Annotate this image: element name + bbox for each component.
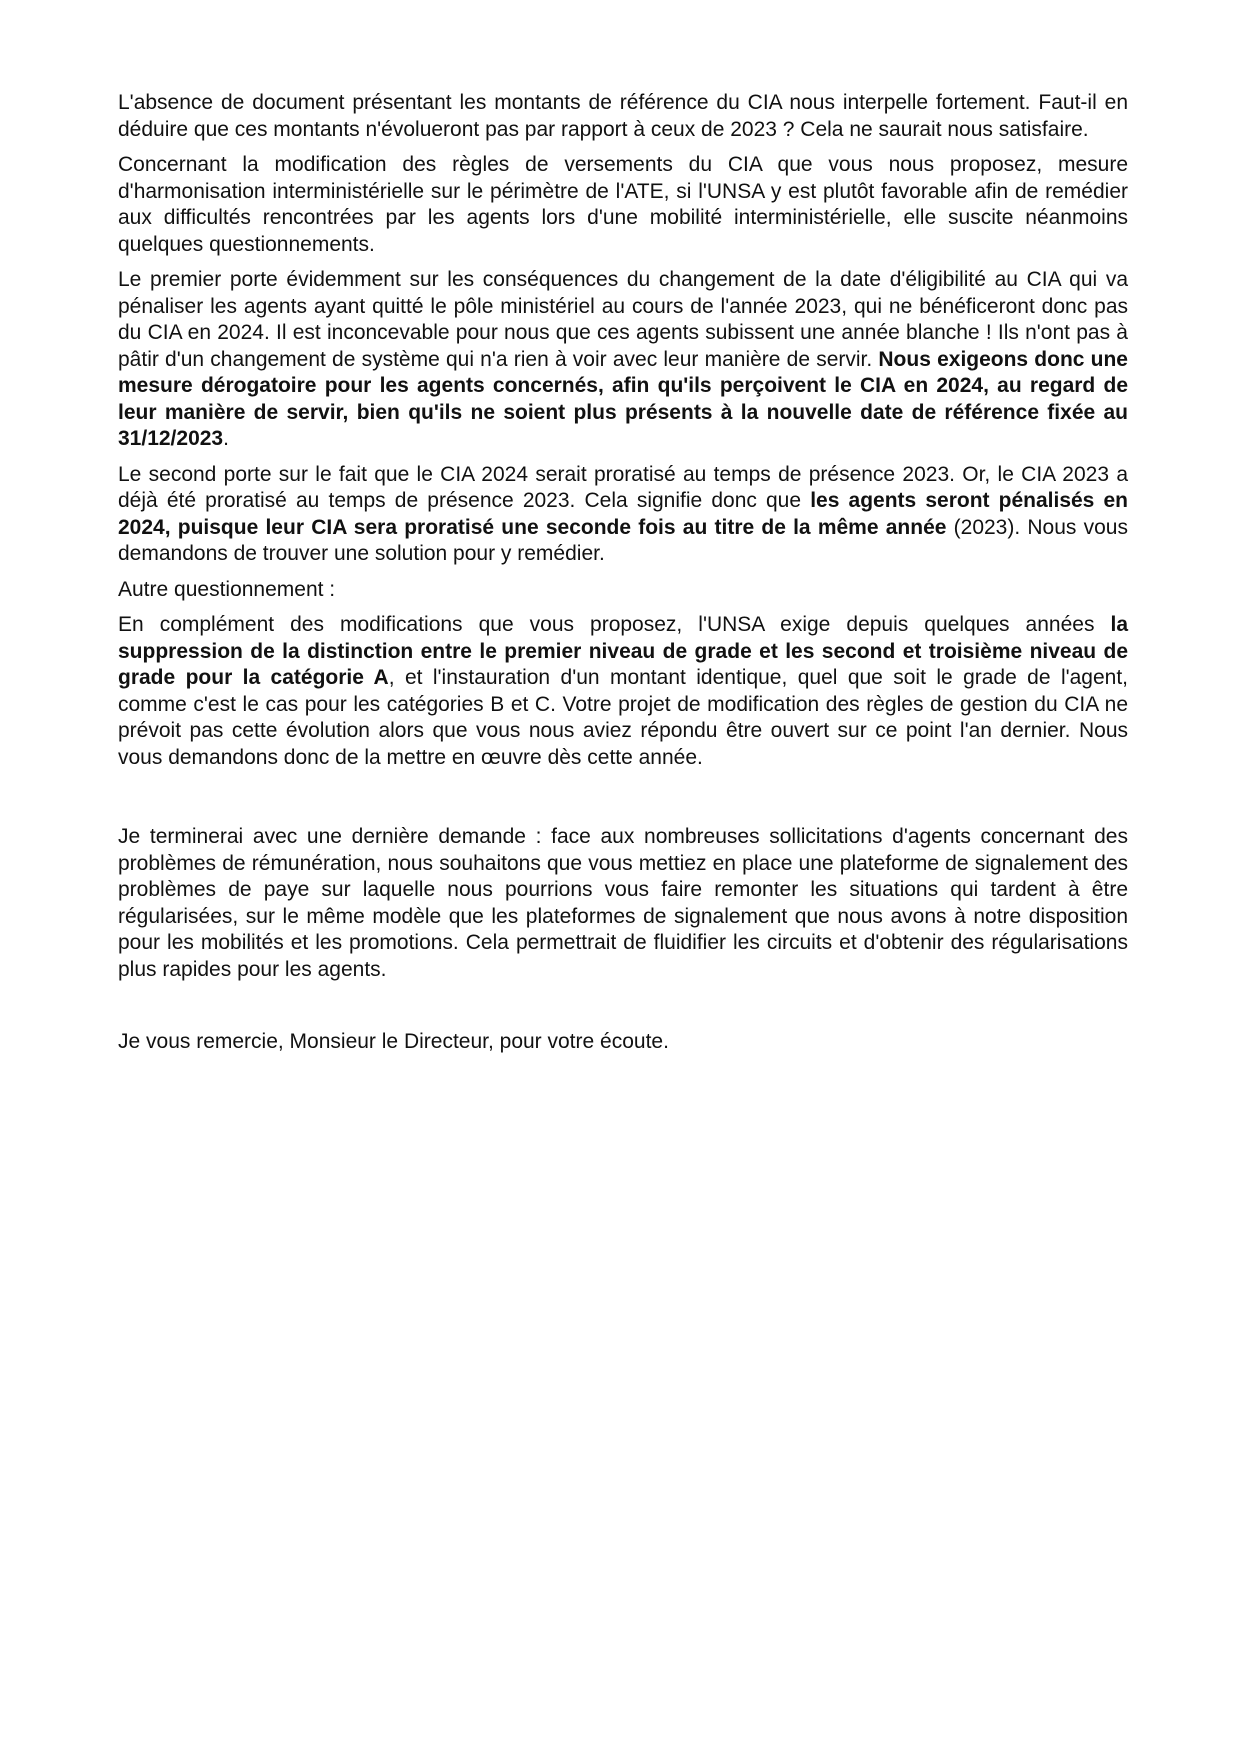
paragraph-closing: Je vous remercie, Monsieur le Directeur, pour votre écoute. [118, 1030, 669, 1053]
paragraph-cia-reference-amounts: L'absence de document présentant les montants de référence du CIA nous interpelle fortement. Faut-il en déduire que ces montants n'évolueront pas par rapport à ceux de 2023 ? Cela ne saurait nous satisfaire. [118, 91, 1128, 141]
spacer [118, 992, 1128, 1029]
paragraph-bold-penalty: les agents seront pénalisés en 2024, puisque leur CIA sera proratisé une seconde fois au titre de la même année [118, 489, 1129, 539]
paragraph-text: , et l'instauration d'un montant identique, quel que soit le grade de l'agent, comme c'est le cas pour les catégories B et C. Votre projet de modification des règles de gestion du CIA ne prévoit pas cette évolution alors que vous nous aviez répondu être ouvert sur ce point l'an dernier. Nous vous demandons donc de la mettre en œuvre dès cette année. [118, 666, 1129, 769]
spacer [118, 780, 1128, 824]
paragraph-category-a [118, 612, 1128, 771]
paragraph-bold-grade-distinction: la suppression de la distinction entre le premier niveau de grade et les second et troisième niveau de grade pour la catégorie A [118, 613, 1128, 689]
paragraph-other-question: Autre questionnement : [118, 577, 336, 601]
paragraph-text: En complément des modifications que vous proposez, l'UNSA exige depuis quelques années [118, 613, 1111, 636]
paragraph-bold-demand: Nous exigeons donc une mesure dérogatoire pour les agents concernés, afin qu'ils perçoivent le CIA en 2024, au regard de leur manière de servir, bien qu'ils ne soient plus présents à la nouvelle date de référence fixée au 31/12/2023 [118, 347, 1128, 450]
paragraph-text: Le premier porte évidemment sur les conséquences du changement de la date d'éligibilité au CIA qui va pénaliser les agents ayant quitté le pôle ministériel au cours de l'année 2023, qui ne bénéficeront donc pas du CIA en 2024. Il est inconcevable pour nous que ces agents subissent une année blanche ! Ils n'ont pas à pâtir d'un changement de système qui n'a rien à voir avec leur manière de servir. [118, 268, 1128, 371]
paragraph-pay-platform: Je terminerai avec une dernière demande : face aux nombreuses sollicitations d'agents concernant des problèmes de rémunération, nous souhaitons que vous mettiez en place une plateforme de signalement des problèmes de paye sur laquelle nous pourrions vous faire remonter les situations qui tardent à être régularisées, sur le même modèle que les plateformes de signalement que nous avons à notre disposition pour les mobilités et les promotions. Cela permettrait de fluidifier les circuits et d'obtenir des régularisations plus rapides pour les agents. [118, 825, 1128, 981]
document-body [118, 90, 1128, 1065]
paragraph-proration [118, 462, 1128, 568]
paragraph-eligibility-date [118, 267, 1128, 453]
paragraph-cia-payment-rules: Concernant la modification des règles de versements du CIA que vous nous proposez, mesure d'harmonisation interministérielle sur le périmètre de l'ATE, si l'UNSA y est plutôt favorable afin de remédier aux difficultés rencontrées par les agents lors d'une mobilité interministérielle, elle suscite néanmoins quelques questionnements. [118, 153, 1128, 256]
paragraph-text: Le second porte sur le fait que le CIA 2024 serait proratisé au temps de présence 2023. Or, le CIA 2023 a déjà été proratisé au temps de présence 2023. Cela signifie donc que [118, 462, 1128, 512]
paragraph-text: . [223, 427, 229, 450]
paragraph-text: (2023). Nous vous demandons de trouver une solution pour y remédier. [118, 515, 1128, 565]
